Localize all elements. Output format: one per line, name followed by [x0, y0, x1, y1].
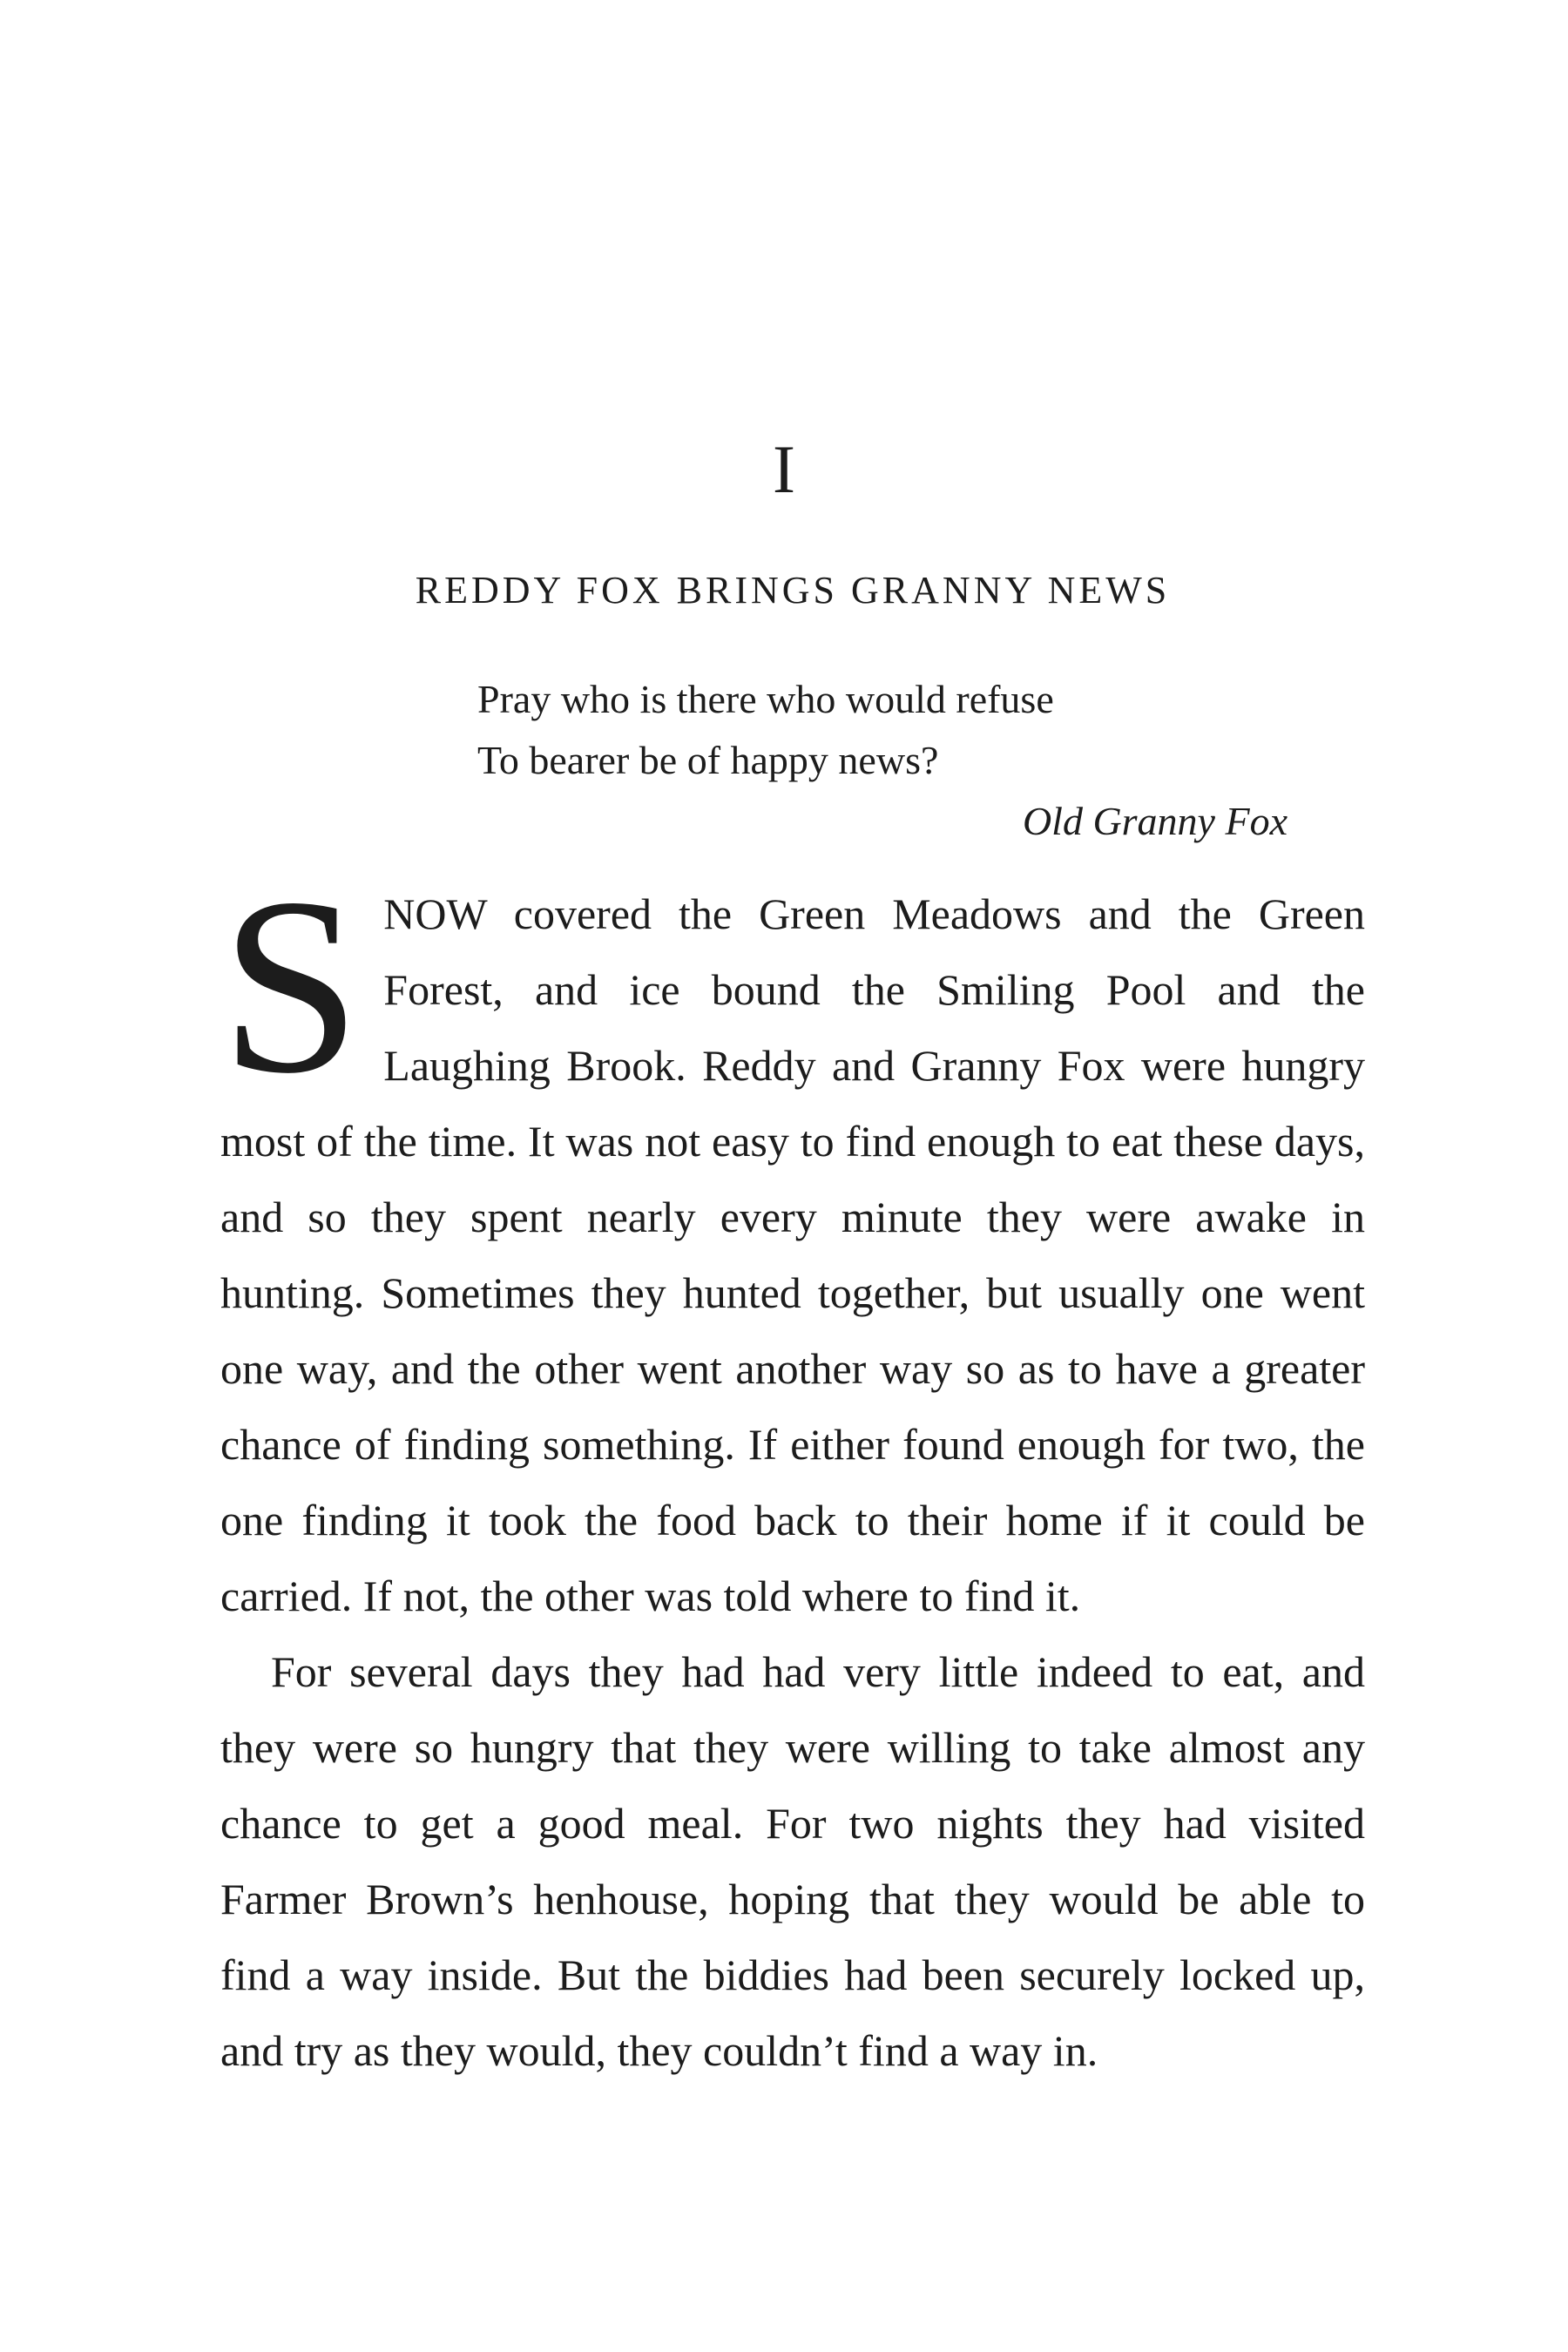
paragraph-text: covered the Green Meadows and the Green Forest, and ice bound the Smiling Pool and the Laughing Brook. Reddy and Granny Fox were hungry most of the time. It was not easy to find enough to eat these days, and so they spent nearly every minute they were awake in hunting. Sometimes they hunted together, but usually one went one way, and the other went another way so as to have a greater chance of finding something. If either found enough for two, the one finding it took the food back to their home if it could be carried. If not, the other was told where to find it. [220, 889, 1365, 1620]
lead-word: NOW [383, 889, 487, 938]
chapter-body [220, 846, 1365, 2089]
body-paragraph: For several days they had had very little indeed to eat, and they were so hungry that they were willing to take almost any chance to get a good meal. For two nights they had visited Farmer Brown’s henhouse, hoping that they would be able to find a way inside. But the biddies had been securely locked up, and try as they would, they couldn’t find a way in. [220, 1647, 1365, 2075]
chapter-number: I [773, 431, 795, 507]
chapter-title: REDDY FOX BRINGS GRANNY NEWS [415, 569, 1171, 612]
body-paragraph [220, 846, 1365, 1634]
epigraph [477, 669, 1288, 852]
epigraph-attribution: Old Granny Fox [1022, 799, 1288, 843]
epigraph-line: To bearer be of happy news? [477, 738, 939, 782]
epigraph-line: Pray who is there who would refuse [477, 677, 1054, 721]
drop-cap: S [220, 846, 362, 1125]
